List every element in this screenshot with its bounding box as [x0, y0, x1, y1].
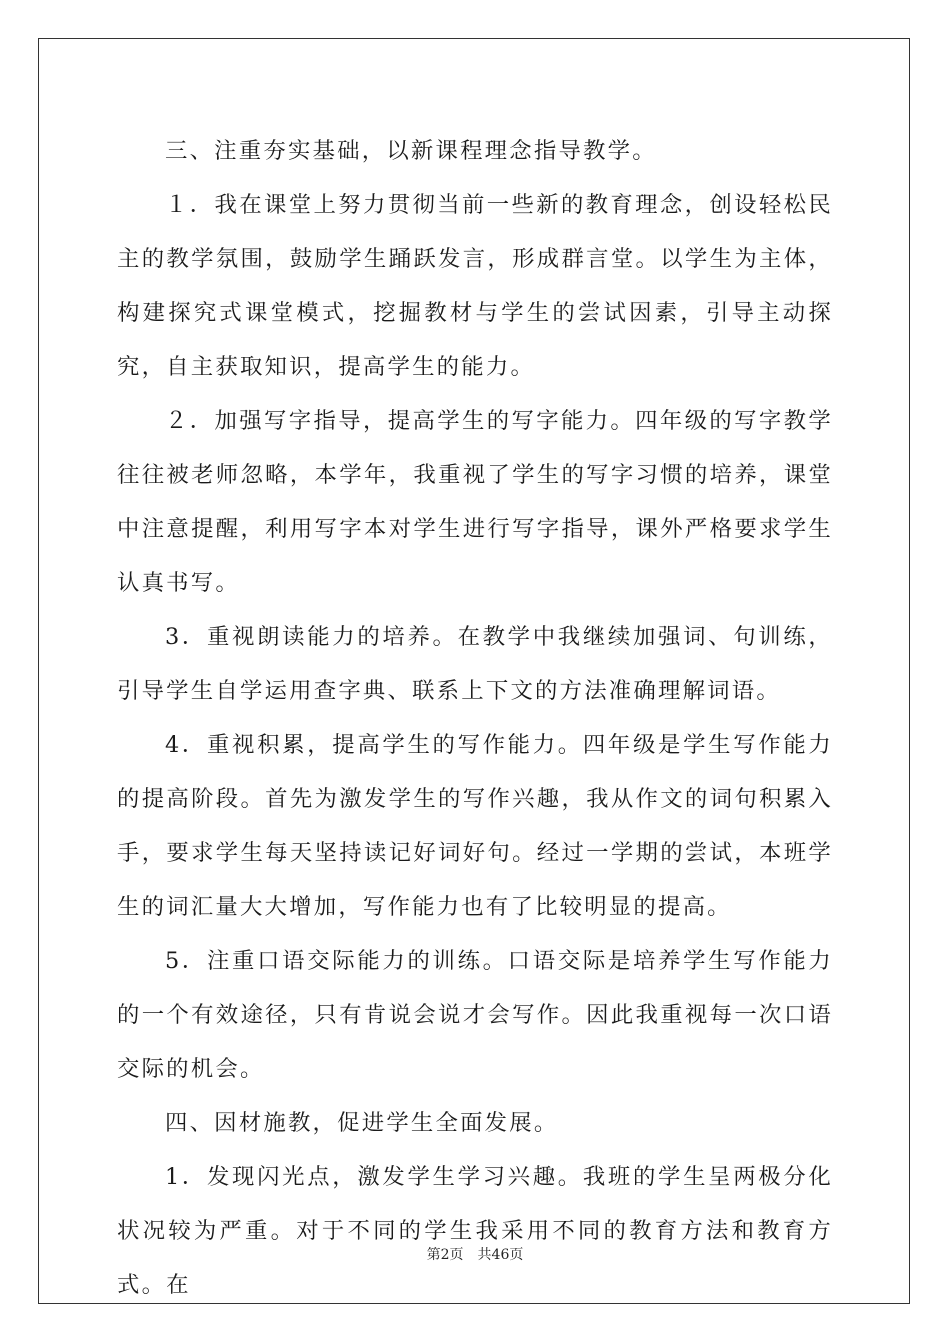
page-total: 共46页	[477, 1247, 524, 1263]
paragraph-section-4-item-1: 1．发现闪光点，激发学生学习兴趣。我班的学生呈两极分化状况较为严重。对于不同的学生我采用不同的教育方法和教育方式。在	[117, 1164, 833, 1298]
paragraph-item-3: 3．重视朗读能力的培养。在教学中我继续加强词、句训练，引导学生自学运用查字典、联系上下文的方法准确理解词语。	[117, 624, 833, 704]
paragraph-item-1: １．我在课堂上努力贯彻当前一些新的教育理念，创设轻松民主的教学氛围，鼓励学生踊跃发言，形成群言堂。以学生为主体，构建探究式课堂模式，挖掘教材与学生的尝试因素，引导主动探究，自主获取知识，提高学生的能力。	[117, 192, 833, 380]
page-footer	[0, 1244, 950, 1264]
page-number: 第2页	[426, 1247, 464, 1263]
paragraph-item-5: 5．注重口语交际能力的训练。口语交际是培养学生写作能力的一个有效途径，只有肯说会说才会写作。因此我重视每一次口语交际的机会。	[117, 948, 833, 1082]
paragraph-item-2: ２．加强写字指导，提高学生的写字能力。四年级的写字教学往往被老师忽略，本学年，我重视了学生的写字习惯的培养，课堂中注意提醒，利用写字本对学生进行写字指导，课外严格要求学生认真书写。	[117, 408, 833, 596]
document-body	[117, 124, 833, 1312]
paragraph-section-4-heading: 四、因材施教，促进学生全面发展。	[165, 1110, 559, 1136]
paragraph-section-3-heading: 三、注重夯实基础，以新课程理念指导教学。	[165, 138, 657, 164]
paragraph-item-4: 4．重视积累，提高学生的写作能力。四年级是学生写作能力的提高阶段。首先为激发学生的写作兴趣，我从作文的词句积累入手，要求学生每天坚持读记好词好句。经过一学期的尝试，本班学生的词汇量大大增加，写作能力也有了比较明显的提高。	[117, 732, 833, 920]
